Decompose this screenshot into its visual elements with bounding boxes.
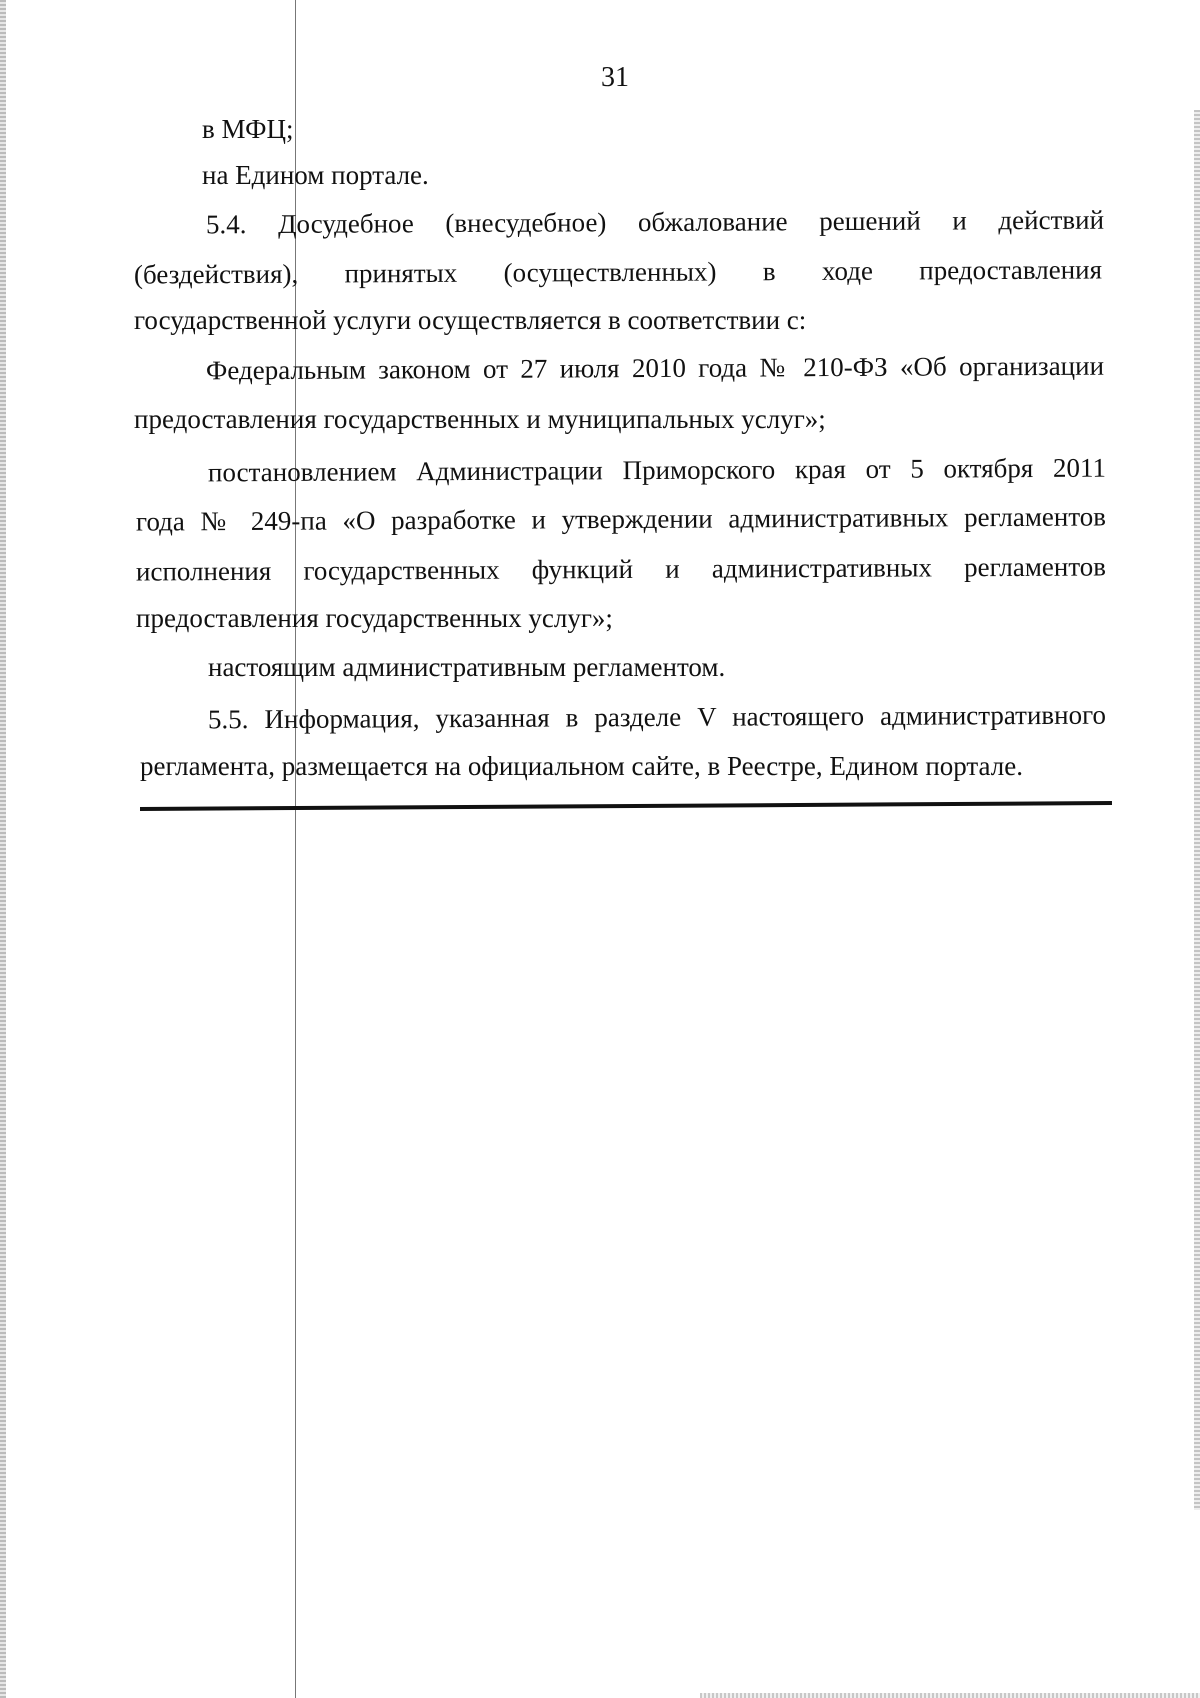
text-line-8: постановлением Администрации Приморского края от 5 октября 2011 bbox=[207, 452, 1107, 488]
scan-edge-right bbox=[1194, 110, 1200, 1510]
page-number: 31 bbox=[601, 62, 629, 93]
text-line-14: регламента, размещается на официальном сайте, в Реестре, Едином портале. bbox=[140, 751, 1023, 781]
text-line-2: на Едином портале. bbox=[202, 160, 429, 190]
text-line-13: 5.5. Информация, указанная в разделе V настоящего административного bbox=[207, 699, 1107, 735]
scan-edge-bottom bbox=[700, 1693, 1200, 1698]
scan-artifact-line bbox=[295, 0, 296, 1698]
text-line-7: предоставления государственных и муниципальных услуг»; bbox=[134, 404, 826, 434]
text-line-9: года № 249-па «О разработке и утверждении административных регламентов bbox=[135, 501, 1107, 537]
text-line-11: предоставления государственных услуг»; bbox=[136, 603, 613, 633]
end-of-text-rule bbox=[140, 801, 1112, 811]
text-line-12: настоящим административным регламентом. bbox=[208, 652, 726, 682]
text-line-4: (бездействия), принятых (осуществленных) в ходе предоставления bbox=[133, 254, 1103, 290]
text-line-6: Федеральным законом от 27 июля 2010 года № 210-ФЗ «Об организации bbox=[205, 350, 1105, 386]
text-line-1: в МФЦ; bbox=[202, 114, 294, 144]
text-line-10: исполнения государственных функций и административных регламентов bbox=[135, 551, 1107, 587]
text-line-5: государственной услуги осуществляется в соответствии с: bbox=[134, 305, 807, 335]
text-line-3: 5.4. Досудебное (внесудебное) обжалование решений и действий bbox=[205, 204, 1105, 240]
scan-edge-left bbox=[0, 0, 6, 1698]
